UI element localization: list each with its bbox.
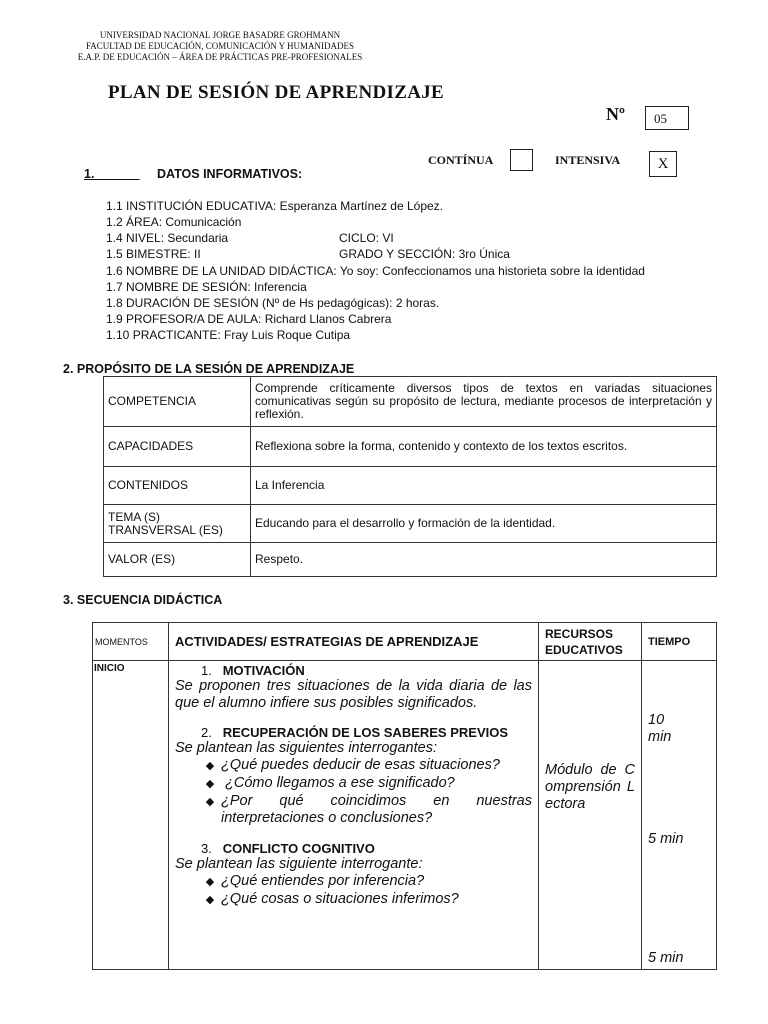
row-value-contenidos: La Inferencia [251, 467, 717, 505]
faculty-name: FACULTAD DE EDUCACIÓN, COMUNICACIÓN Y HUMANIDADES [85, 41, 355, 51]
info-unidad: 1.6 NOMBRE DE LA UNIDAD DIDÁCTICA: Yo soy: Confeccionamos una historieta sobre la identidad [106, 264, 645, 278]
info-grado: GRADO Y SECCIÓN: 3ro Única [339, 247, 510, 261]
step-1-heading: 1. MOTIVACIÓN [201, 663, 305, 678]
section2-heading: 2. PROPÓSITO DE LA SESIÓN DE APRENDIZAJE [63, 362, 355, 376]
row-label-contenidos: CONTENIDOS [104, 467, 251, 505]
info-profesor: 1.9 PROFESOR/A DE AULA: Richard Llanos Cabrera [106, 312, 392, 326]
time-cell [642, 661, 717, 970]
col-recursos: RECURSOS EDUCATIVOS [539, 623, 642, 661]
row-label-competencia: COMPETENCIA [104, 377, 251, 427]
secuencia-table [92, 622, 717, 970]
list-item: ◆ ¿Qué cosas o situaciones inferimos? [175, 891, 532, 909]
moment-inicio: INICIO [93, 661, 169, 970]
number-label: Nº [606, 104, 625, 124]
row-value-competencia: Comprende críticamente diversos tipos de textos en variadas situaciones comunicativas según su propósito de lectura, mediante procesos de interpretación y reflexión. [251, 377, 717, 427]
university-name: UNIVERSIDAD NACIONAL JORGE BASADRE GROHMANN [99, 30, 341, 40]
table-row [104, 467, 717, 505]
list-item: ◆ ¿Qué entiendes por inferencia? [175, 873, 532, 891]
diamond-bullet-icon: ◆ [205, 778, 215, 790]
time-conflicto: 5 min [648, 950, 684, 966]
row-label-valor: VALOR (ES) [104, 543, 251, 577]
row-value-valor: Respeto. [251, 543, 717, 577]
col-momentos: MOMENTOS [93, 623, 169, 661]
col-tiempo: TIEMPO [642, 623, 717, 661]
diamond-bullet-icon: ◆ [205, 796, 215, 808]
row-value-capacidades: Reflexiona sobre la forma, contenido y contexto de los textos escritos. [251, 427, 717, 467]
info-sesion: 1.7 NOMBRE DE SESIÓN: Inferencia [106, 280, 307, 294]
section1-heading: DATOS INFORMATIVOS: [157, 167, 303, 181]
table-row [104, 543, 717, 577]
info-bimestre: 1.5 BIMESTRE: II [106, 247, 201, 261]
info-ciclo: CICLO: VI [339, 231, 394, 245]
continua-checkbox [510, 149, 533, 171]
list-item: ◆ ¿Cómo llegamos a ese significado? [175, 775, 532, 793]
section1-number: 1. [84, 167, 95, 181]
row-value-tema: Educando para el desarrollo y formación de la identidad. [251, 505, 717, 543]
intensiva-checkbox: X [649, 151, 677, 177]
step-1-text: Se proponen tres situaciones de la vida diaria de las que el alumno infiere sus posibles significados. [175, 678, 532, 711]
activities-cell [169, 661, 539, 970]
resource-modulo: Módulo de Comprensión Lectora [545, 762, 635, 812]
info-duracion: 1.8 DURACIÓN DE SESIÓN (Nº de Hs pedagógicas): 2 horas. [106, 296, 440, 310]
intensiva-label: INTENSIVA [555, 153, 621, 167]
step-3-heading: 3. CONFLICTO COGNITIVO [201, 841, 375, 856]
list-item: ◆ ¿Qué puedes deducir de esas situaciones? [175, 757, 532, 775]
page-title: PLAN DE SESIÓN DE APRENDIZAJE [108, 82, 444, 103]
info-practicante: 1.10 PRACTICANTE: Fray Luis Roque Cutipa [106, 328, 351, 342]
diamond-bullet-icon: ◆ [205, 876, 215, 888]
diamond-bullet-icon: ◆ [205, 760, 215, 772]
school-name: E.A.P. DE EDUCACIÓN – ÁREA DE PRÁCTICAS PRE-PROFESIONALES [77, 52, 363, 62]
info-nivel: 1.4 NIVEL: Secundaria [106, 231, 229, 245]
table-row [104, 377, 717, 427]
step-2-text: Se plantean las siguientes interrogantes: [175, 740, 437, 756]
table-row [104, 505, 717, 543]
table-header-row [93, 623, 717, 661]
col-actividades: ACTIVIDADES/ ESTRATEGIAS DE APRENDIZAJE [169, 623, 539, 661]
time-saberes: 5 min [648, 831, 684, 847]
step-2-heading: 2. RECUPERACIÓN DE LOS SABERES PREVIOS [201, 725, 509, 740]
list-item: ◆ ¿Por qué coincidimos en nuestras interpretaciones o conclusiones? [175, 793, 532, 827]
table-row [93, 661, 717, 970]
info-institucion: 1.1 INSTITUCIÓN EDUCATIVA: Esperanza Martínez de López. [106, 199, 444, 213]
row-label-tema: TEMA (S) TRANSVERSAL (ES) [104, 505, 251, 543]
resources-cell [539, 661, 642, 970]
row-label-capacidades: CAPACIDADES [104, 427, 251, 467]
session-number-box: 05 [645, 106, 689, 130]
section3-heading: 3. SECUENCIA DIDÁCTICA [63, 593, 223, 607]
step-3-text: Se plantean las siguiente interrogante: [175, 856, 423, 872]
table-row [104, 427, 717, 467]
time-motivacion: 10 min [648, 712, 672, 745]
proposito-table [103, 376, 717, 577]
continua-label: CONTÍNUA [428, 153, 494, 167]
diamond-bullet-icon: ◆ [205, 894, 215, 906]
info-area: 1.2 ÁREA: Comunicación [106, 215, 242, 229]
